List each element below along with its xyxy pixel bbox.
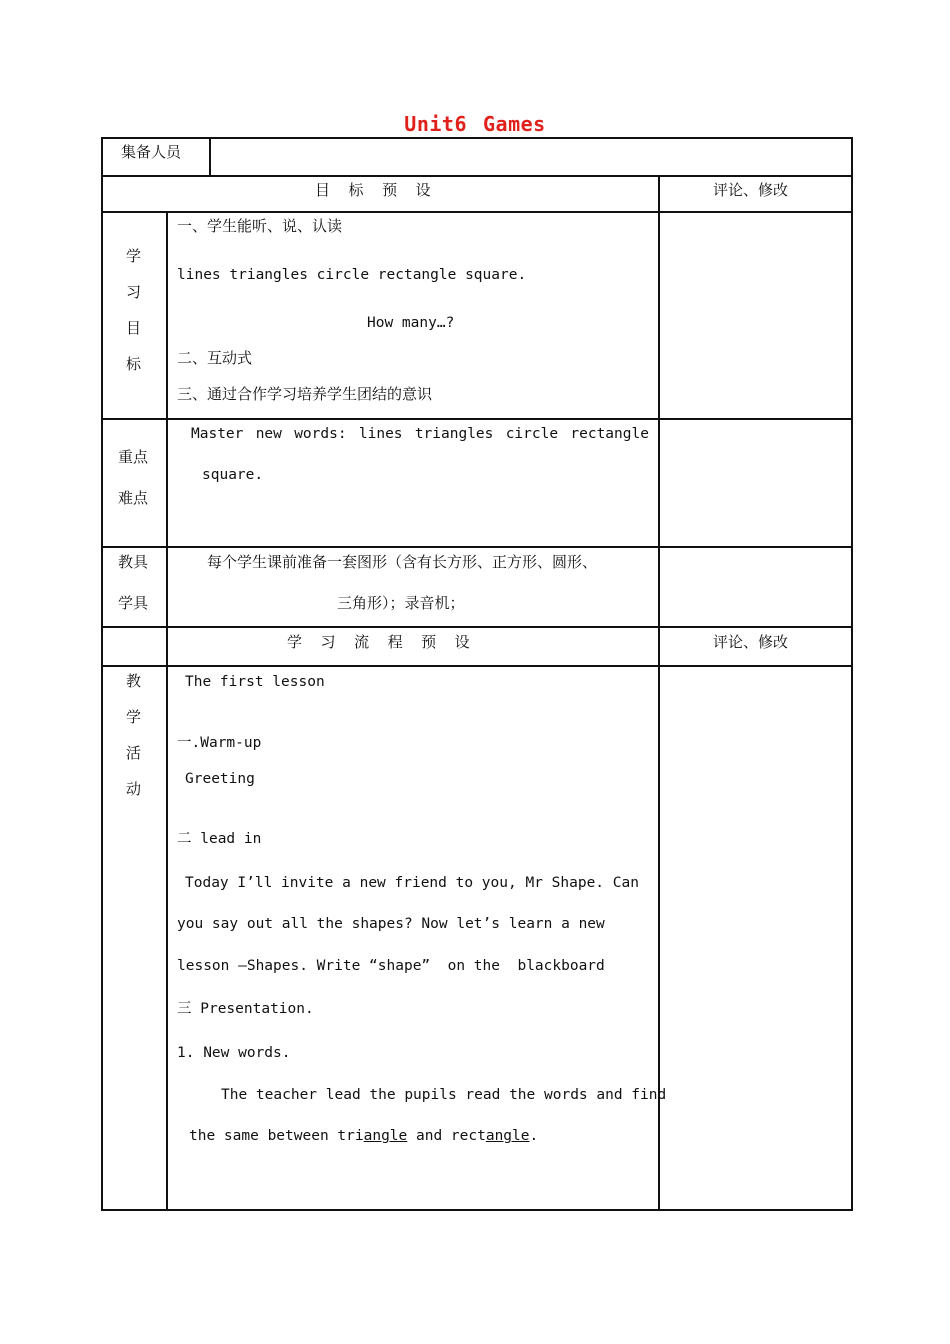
key-word: circle	[505, 426, 559, 442]
table-rule	[101, 418, 853, 420]
activity-line: you say out all the shapes? Now let’s learn a new	[177, 916, 605, 932]
activity-line: 一.Warm-up	[177, 735, 262, 751]
process-header: 学 习 流 程 预 设	[287, 633, 473, 651]
table-border-bottom	[101, 1209, 853, 1211]
table-col-divider	[658, 175, 660, 1211]
table-border-right	[851, 137, 853, 1211]
activity-line: lesson –Shapes. Write “shape” on the blackboard	[177, 958, 605, 974]
key-word: rectangle	[570, 426, 649, 442]
activity-line: 三 Presentation.	[177, 1001, 314, 1017]
table-col-divider	[166, 211, 168, 665]
table-border-left	[101, 137, 103, 1211]
goals-label-char: 学	[126, 247, 142, 265]
tools-line: 每个学生课前准备一套图形（含有长方形、正方形、圆形、	[207, 553, 598, 571]
table-border-top	[101, 137, 853, 139]
document-title	[0, 112, 950, 136]
key-points-label: 重点	[118, 448, 149, 466]
key-word: Master	[191, 426, 244, 442]
tools-line: 三角形）；录音机；	[337, 594, 465, 612]
table-rule	[101, 175, 853, 177]
key-word: new	[255, 426, 282, 442]
text-fragment: the same between tri	[189, 1128, 364, 1144]
activity-label-char: 教	[126, 672, 142, 690]
activity-label-char: 动	[126, 780, 142, 798]
text-fragment: and rect	[407, 1128, 486, 1144]
goal-line: 一、学生能听、说、认读	[177, 217, 343, 235]
underlined-fragment: angle	[363, 1128, 408, 1144]
activity-line: 1. New words.	[177, 1045, 291, 1061]
goal-line: 二、互动式	[177, 349, 253, 367]
activity-line: The first lesson	[185, 674, 325, 690]
goal-words: lines triangles circle rectangle square.	[177, 267, 527, 283]
key-word: lines	[358, 426, 403, 442]
title-topic: Games	[483, 112, 546, 136]
key-word: words:	[294, 426, 347, 442]
goal-line: 三、通过合作学习培养学生团结的意识	[177, 385, 433, 403]
tools-label: 学具	[118, 594, 149, 612]
lesson-plan-table	[101, 137, 853, 1211]
key-word: triangles	[414, 426, 494, 442]
text-fragment: .	[529, 1128, 539, 1144]
team-label: 集备人员	[121, 143, 182, 161]
underlined-fragment: angle	[485, 1128, 530, 1144]
activity-line	[189, 1127, 538, 1145]
activity-line: Today I’ll invite a new friend to you, Mr Shape. Can	[185, 875, 639, 891]
goals-label-char: 标	[126, 355, 142, 373]
activity-label-char: 活	[126, 744, 142, 762]
table-rule	[101, 546, 853, 548]
comment-header: 评论、修改	[713, 181, 789, 199]
goals-header: 目 标 预 设	[315, 181, 434, 199]
key-points-line: square.	[202, 467, 264, 483]
comment-header: 评论、修改	[713, 633, 789, 651]
goals-label-char: 目	[126, 319, 142, 337]
goal-sentence: How many…?	[367, 315, 455, 331]
key-points-line	[191, 425, 649, 443]
goals-label-char: 习	[126, 283, 142, 301]
table-rule	[101, 665, 853, 667]
table-rule	[101, 626, 853, 628]
key-points-label: 难点	[118, 489, 149, 507]
title-unit: Unit6	[404, 112, 467, 136]
table-rule	[101, 211, 853, 213]
activity-line: The teacher lead the pupils read the words and find	[221, 1087, 667, 1103]
table-col-divider	[166, 665, 168, 1211]
activity-line: Greeting	[185, 771, 255, 787]
activity-label-char: 学	[126, 708, 142, 726]
activity-line: 二 lead in	[177, 831, 262, 847]
table-col-divider	[209, 137, 211, 175]
tools-label: 教具	[118, 553, 149, 571]
